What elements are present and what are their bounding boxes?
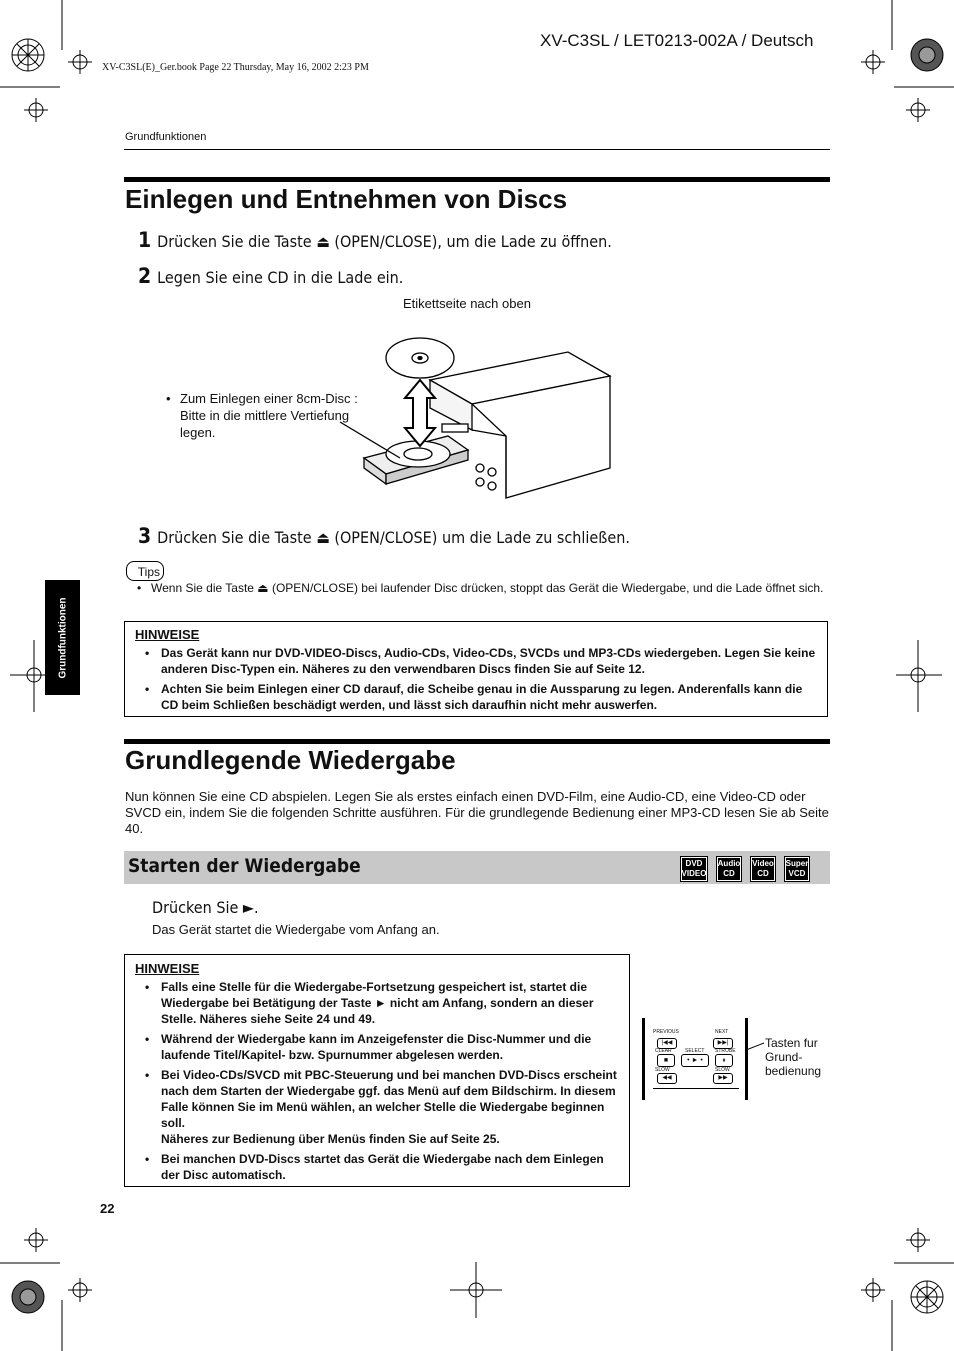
remote-slow-forward-button[interactable]: ▶▶ bbox=[713, 1073, 733, 1084]
document-model-title: XV-C3SL / LET0213-002A / Deutsch bbox=[540, 31, 814, 50]
corner-rosette-bottom-right bbox=[911, 1281, 943, 1313]
disc-loading-illustration bbox=[330, 318, 620, 500]
logo-audio-cd bbox=[716, 856, 742, 882]
logo-line: CD bbox=[757, 869, 769, 878]
logo-super-vcd bbox=[784, 856, 810, 882]
step-number: 2 bbox=[138, 264, 152, 288]
notes-item: • Achten Sie beim Einlegen einer CD darauf, die Scheibe genau in die Aussparung zu legen. Anderenfalls kann die CD beim Schließen beschädigt werden, und lässt sich daraufhin nicht mehr auswerfen. bbox=[135, 681, 817, 713]
remote-label-slow-left: SLOW bbox=[655, 1067, 670, 1073]
press-play-instruction: Drücken Sie ►. bbox=[152, 898, 259, 917]
notes-box-playback bbox=[124, 954, 630, 1187]
figure-note-line: legen. bbox=[180, 425, 216, 440]
step-2 bbox=[138, 264, 403, 288]
book-info-line: XV-C3SL(E)_Ger.book Page 22 Thursday, May 16, 2002 2:23 PM bbox=[102, 62, 369, 73]
remote-label-clear: CLEAR bbox=[655, 1048, 672, 1054]
notes-item: • Während der Wiedergabe kann im Anzeigefenster die Disc-Nummer und die laufende Titel/Kapitel- bzw. Spurnummer abgelesen werden. bbox=[135, 1031, 619, 1063]
notes-title: HINWEISE bbox=[135, 961, 200, 976]
tips-icon bbox=[126, 561, 164, 581]
remote-label-slow-right: SLOW bbox=[715, 1067, 730, 1073]
step-1 bbox=[138, 228, 612, 252]
remote-caption-line: bedienung bbox=[765, 1064, 822, 1078]
section1-rule bbox=[124, 177, 830, 182]
remote-stop-button[interactable]: ■ bbox=[657, 1054, 675, 1067]
tips-icon-label: Tips bbox=[137, 565, 160, 579]
side-chapter-tab-label: Grundfunktionen bbox=[57, 596, 68, 679]
logo-video-cd bbox=[750, 856, 776, 882]
corner-rosette-top-right bbox=[911, 39, 943, 71]
notes-item: • Bei Video-CDs/SVCD mit PBC-Steuerung und bei manchen DVD-Discs erscheint nach dem Starten der Wiedergabe ggf. das Menü auf dem Bildschirm. In diesem Falle können Sie im Menü wählen, an welcher Stelle die Wiedergabe beginnen soll. Näheres zur Bedienung über Menüs finden Sie auf Seite 25. bbox=[135, 1067, 619, 1147]
section-breadcrumb: Grundfunktionen bbox=[125, 131, 207, 143]
logo-line: DVD bbox=[685, 859, 703, 868]
remote-label-previous: PREVIOUS bbox=[653, 1029, 679, 1035]
header-rule bbox=[124, 149, 830, 150]
section1-title: Einlegen und Entnehmen von Discs bbox=[125, 184, 568, 214]
notes-title: HINWEISE bbox=[135, 627, 200, 642]
section2-intro: Nun können Sie eine CD abspielen. Legen Sie als erstes einfach einen DVD-Film, eine Audio-CD, eine Video-CD oder SVCD ein, indem Sie die folgenden Schritte ausführen. Für die grundlegende Bedienung einer MP3-CD lesen Sie ab Seite 40. bbox=[125, 789, 829, 836]
figure-note-8cm-disc: • Zum Einlegen einer 8cm-Disc : Bitte in die mittlere Vertiefung legen. bbox=[166, 391, 358, 440]
logo-line: VCD bbox=[788, 869, 806, 878]
step-3 bbox=[138, 524, 630, 548]
section2-title: Grundlegende Wiedergabe bbox=[125, 745, 456, 775]
subsection-band bbox=[124, 851, 830, 884]
corner-rosette-bottom-left bbox=[12, 1281, 44, 1313]
logo-line: Video bbox=[752, 859, 774, 868]
logo-line: CD bbox=[723, 869, 735, 878]
tips-list: • Wenn Sie die Taste ⏏ (OPEN/CLOSE) bei laufender Disc drücken, stoppt das Gerät die Wiedergabe, und die Lade öffnet sich. bbox=[137, 581, 824, 595]
remote-label-next: NEXT bbox=[715, 1029, 729, 1035]
remote-caption-pointer bbox=[746, 1040, 766, 1052]
page-number: 22 bbox=[100, 1201, 115, 1216]
step-text: Drücken Sie die Taste ⏏ (OPEN/CLOSE) um die Lade zu schließen. bbox=[157, 528, 630, 547]
figure-note-line: Bitte in die mittlere Vertiefung bbox=[180, 408, 350, 423]
logo-line: VIDEO bbox=[681, 869, 707, 878]
notes-box-loading bbox=[124, 621, 828, 717]
step-text: Legen Sie eine CD in die Lade ein. bbox=[157, 268, 404, 287]
notes-item: • Bei manchen DVD-Discs startet das Gerät die Wiedergabe nach dem Einlegen der Disc automatisch. bbox=[135, 1151, 619, 1183]
step-number: 1 bbox=[138, 228, 152, 252]
notes-list bbox=[135, 979, 619, 1183]
side-chapter-tab[interactable] bbox=[45, 580, 80, 695]
logo-dvd-video bbox=[680, 856, 708, 882]
logo-line: Audio bbox=[717, 859, 741, 868]
notes-item: • Falls eine Stelle für die Wiedergabe-Fortsetzung gespeichert ist, startet die Wiedergabe bei Betätigung der Taste ► nicht am Anfang, sondern an dieser Stelle. Näheres siehe Seite 24 und 49. bbox=[135, 979, 619, 1027]
section2-rule bbox=[124, 739, 830, 744]
step-number: 3 bbox=[138, 524, 152, 548]
remote-caption-line: Grund- bbox=[765, 1050, 803, 1064]
remote-pause-button[interactable]: ⏸ bbox=[715, 1054, 733, 1067]
remote-caption bbox=[765, 1036, 821, 1078]
notes-list bbox=[135, 645, 817, 713]
tips-item: Wenn Sie die Taste ⏏ (OPEN/CLOSE) bei laufender Disc drücken, stoppt das Gerät die Wiedergabe, und die Lade öffnet sich. bbox=[151, 581, 824, 595]
remote-bottom-row bbox=[653, 1088, 739, 1095]
figure-note-line: Zum Einlegen einer 8cm-Disc : bbox=[180, 391, 358, 406]
remote-slow-rewind-button[interactable]: ◀◀ bbox=[657, 1073, 677, 1084]
remote-control-illustration bbox=[642, 1018, 748, 1100]
press-play-description: Das Gerät startet die Wiedergabe vom Anfang an. bbox=[152, 922, 440, 937]
subsection-title: Starten der Wiedergabe bbox=[128, 855, 361, 877]
remote-label-select: SELECT bbox=[685, 1048, 705, 1054]
corner-rosette-top-left bbox=[12, 39, 44, 71]
remote-label-strobe: STROBE bbox=[715, 1048, 736, 1054]
step-text: Drücken Sie die Taste ⏏ (OPEN/CLOSE), um die Lade zu öffnen. bbox=[157, 232, 612, 251]
remote-previous-button[interactable]: |◀◀ bbox=[657, 1038, 677, 1049]
remote-next-button[interactable]: ▶▶| bbox=[713, 1038, 733, 1049]
remote-play-button[interactable]: • ► • bbox=[681, 1054, 709, 1067]
logo-line: Super bbox=[785, 859, 809, 868]
notes-item: • Das Gerät kann nur DVD-VIDEO-Discs, Audio-CDs, Video-CDs, SVCDs und MP3-CDs wiedergeben. Legen Sie keine anderen Disc-Typen ein. Näheres zu den verwendbaren Discs finden Sie auf Seite 12. bbox=[135, 645, 817, 677]
remote-caption-line: Tasten fur bbox=[765, 1036, 818, 1050]
figure-label-label-side-up: Etikettseite nach oben bbox=[403, 296, 531, 311]
